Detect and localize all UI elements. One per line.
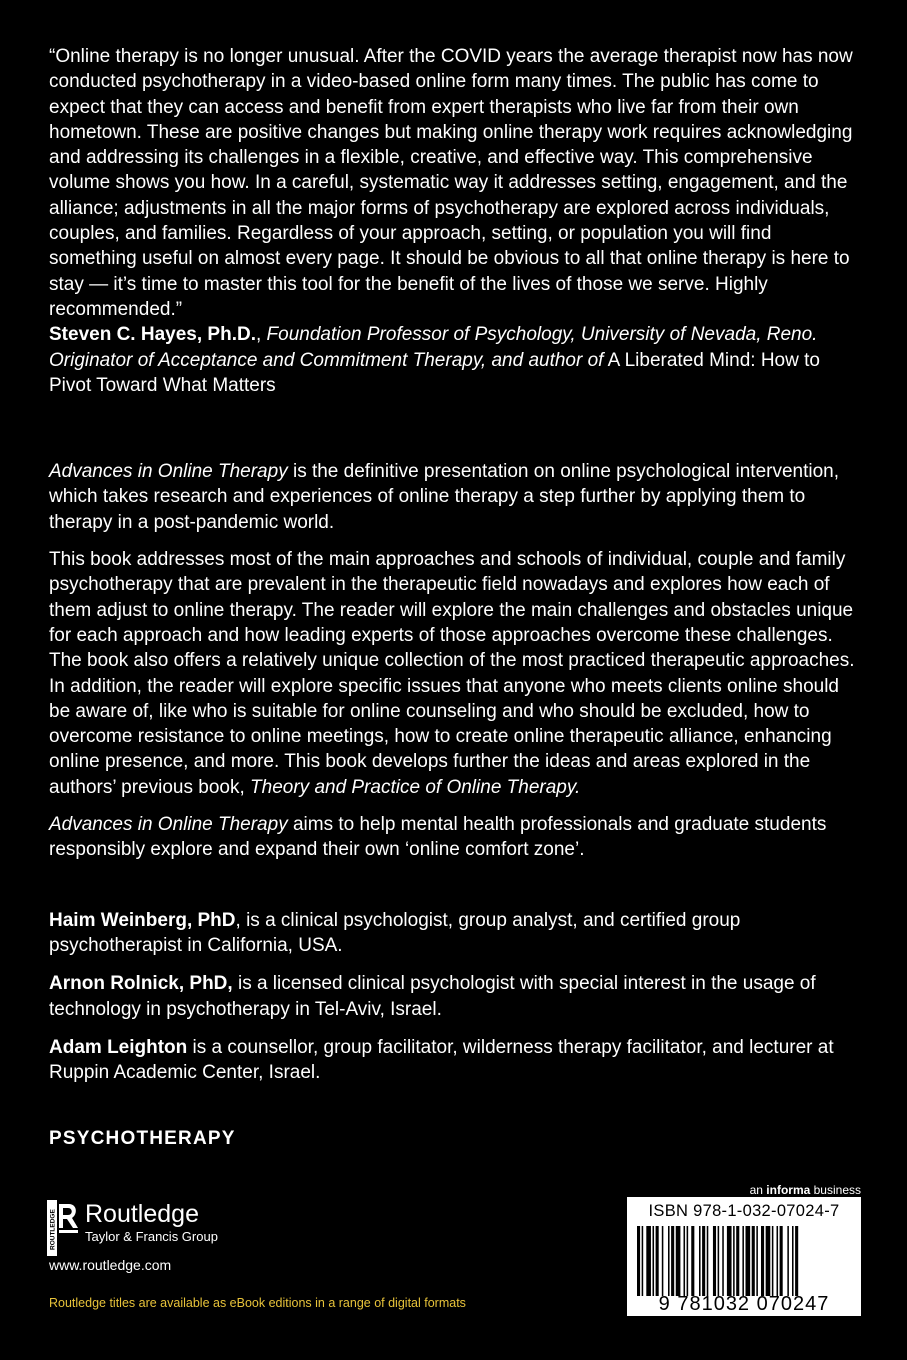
- barcode-bar: [761, 1226, 764, 1296]
- isbn-barcode: [627, 1197, 861, 1316]
- author-bio-text: , is a clinical psychologist, group analyst, and certified group psychotherapist in California, USA.: [49, 909, 741, 956]
- barcode-bar: [707, 1226, 709, 1296]
- book-title: Advances in Online Therapy: [49, 461, 288, 483]
- book-title-2: Advances in Online Therapy: [49, 814, 288, 836]
- author-bios: [49, 908, 864, 1086]
- barcode-bar: [792, 1226, 794, 1296]
- barcode-bar: [691, 1226, 694, 1296]
- description-paragraph-3: [49, 812, 864, 863]
- endorser-comma: ,: [255, 324, 267, 346]
- barcode-bar: [752, 1226, 755, 1296]
- author-bio: [49, 908, 864, 959]
- description-paragraph-2: [49, 547, 864, 800]
- isbn-text: ISBN 978-1-032-07024-7: [648, 1202, 840, 1220]
- barcode-bar: [642, 1226, 644, 1296]
- publisher-group: Taylor & Francis Group: [85, 1229, 218, 1244]
- barcode-bar: [684, 1226, 686, 1296]
- barcode-bar: [653, 1226, 655, 1296]
- barcode-bar: [656, 1226, 659, 1296]
- barcode-bar: [742, 1226, 744, 1296]
- barcode-bar: [780, 1226, 783, 1296]
- description-text-2: This book addresses most of the main approaches and schools of individual, couple and family psychotherapy that are prevalent in the therapeutic field nowadays and explores how each of them adjust to online therapy. The reader will explore the main challenges and obstacles unique for each approach and how leading experts of those approaches overcome these challenges. The book also offers a relatively unique collection of the most practiced therapeutic approaches. In addition, the reader will explore specific issues that anyone who meets clients online should be aware of, like who is suitable for online counseling and who should be excluded, how to overcome resistance to online meetings, how to create online therapeutic alliance, enhancing online presence, and more. This book develops further the ideas and areas explored in the authors’ previous book,: [49, 549, 855, 798]
- endorsement-quote: “Online therapy is no longer unusual. After the COVID years the average therapist now has now conducted psychotherapy in a video-based online form many times. The public has come to expect that they can access and benefit from expert therapists who live far from their own hometown. These are positive changes but making online therapy work requires acknowledging and addressing its challenges in a flexible, creative, and effective way. This comprehensive volume shows you how. In a careful, systematic way it addresses setting, engagement, and the alliance; adjustments in all the major forms of psychotherapy are explored across individuals, couples, and families. Regardless of your approach, setting, or population you will find something useful on almost every page. It should be obvious to all that online therapy is here to stay — it’s time to master this tool for the benefit of the lives of those we serve. Highly recommended.”: [49, 46, 853, 320]
- back-cover-text: [49, 44, 864, 1085]
- author-bio-text: is a counsellor, group facilitator, wilderness therapy facilitator, and lecturer at Ruppin Academic Center, Israel.: [49, 1036, 834, 1084]
- barcode-bar: [671, 1226, 674, 1296]
- barcode-bar: [699, 1226, 701, 1296]
- barcode-bar: [733, 1226, 735, 1296]
- publisher-name-block: [85, 1200, 218, 1246]
- barcode-bar: [766, 1226, 771, 1296]
- endorser-title: Foundation Professor of Psychology, University of Nevada, Reno. Originator of Acceptance and Commitment Therapy, and author of: [49, 324, 818, 371]
- informa-brand: informa: [766, 1183, 811, 1197]
- informa-tag: [750, 1183, 861, 1197]
- author-name: Arnon Rolnick, PhD,: [49, 973, 233, 995]
- barcode-bar: [746, 1226, 751, 1296]
- barcode-bar: [777, 1226, 779, 1296]
- author-name: Adam Leighton: [49, 1036, 188, 1058]
- barcode-bar: [718, 1226, 720, 1296]
- category-label: PSYCHOTHERAPY: [49, 1128, 236, 1149]
- routledge-r-icon: [47, 1200, 79, 1256]
- publisher-url[interactable]: www.routledge.com: [49, 1257, 172, 1273]
- barcode-bar: [662, 1226, 664, 1296]
- author-bio: [49, 971, 864, 1022]
- barcode-digits: 9 781032 070247: [658, 1293, 830, 1315]
- logo-vertical-text: ROUTLEDGE: [49, 1209, 57, 1250]
- barcode-bar: [787, 1226, 789, 1296]
- barcode-bar: [668, 1226, 670, 1296]
- barcode-bar: [736, 1226, 739, 1296]
- description-text-1: is the definitive presentation on online psychological intervention, which takes research and experiences of online therapy a step further by applying them to therapy in a post-pandemic world.: [49, 461, 840, 533]
- endorsement-attribution: [49, 322, 864, 398]
- barcode-bar: [713, 1226, 716, 1296]
- barcode-bar: [772, 1226, 774, 1296]
- previous-book-title: Theory and Practice of Online Therapy.: [250, 776, 581, 798]
- ebook-note: Routledge titles are available as eBook editions in a range of digital formats: [49, 1296, 466, 1310]
- barcode-bar: [702, 1226, 705, 1296]
- author-bio: [49, 1035, 864, 1086]
- author-name: Haim Weinberg, PhD: [49, 909, 236, 931]
- barcode-bar: [727, 1226, 732, 1296]
- barcode-bar: [722, 1226, 724, 1296]
- publisher-name: Routledge: [85, 1200, 199, 1228]
- informa-suffix: business: [810, 1183, 861, 1197]
- endorser-book: A Liberated Mind: How to Pivot Toward What Matters: [49, 349, 820, 396]
- description-text-3: aims to help mental health professionals and graduate students responsibly explore and expand their own ‘online comfort zone’.: [49, 814, 827, 861]
- endorser-name: Steven C. Hayes, Ph.D.: [49, 324, 256, 346]
- barcode-bar: [637, 1226, 640, 1296]
- barcode-bar: [756, 1226, 758, 1296]
- barcode-bars: [637, 1226, 851, 1296]
- barcode-bar: [676, 1226, 681, 1296]
- barcode-bar: [687, 1226, 689, 1296]
- description-paragraph-1: [49, 459, 864, 535]
- informa-prefix: an: [749, 1183, 767, 1197]
- barcode-bar: [795, 1226, 798, 1296]
- barcode-bar: [646, 1226, 651, 1296]
- author-bio-text: is a licensed clinical psychologist with special interest in the usage of technology in psychotherapy in Tel-Aviv, Israel.: [49, 973, 816, 1020]
- publisher-logo: [47, 1200, 218, 1256]
